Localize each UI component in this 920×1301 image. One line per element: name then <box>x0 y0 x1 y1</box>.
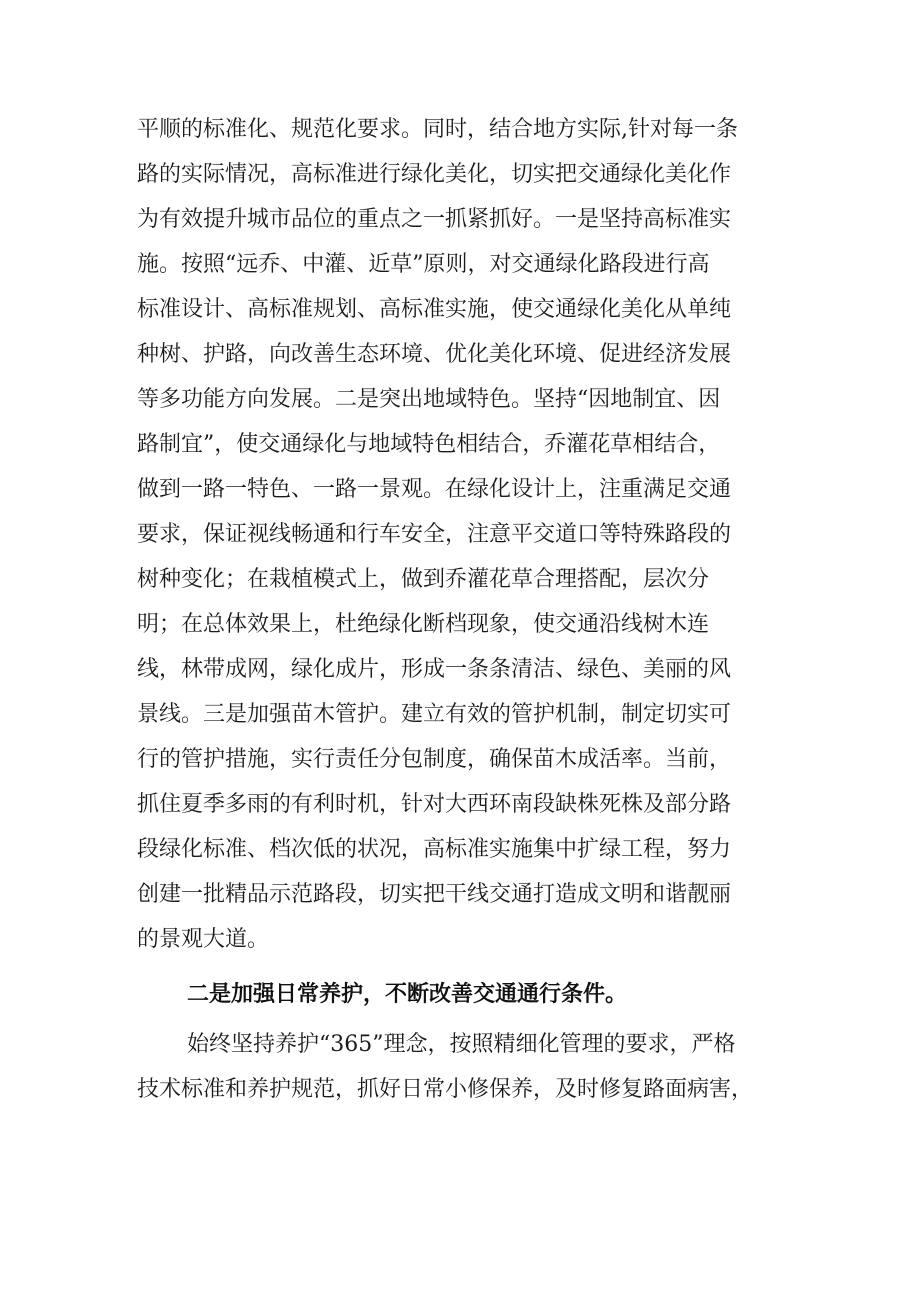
body-text-line: 等多功能方向发展。二是突出地域特色。坚持“因地制宜、因 <box>137 387 721 412</box>
body-text-line: 种树、护路，向改善生态环境、优化美化环境、促进经济发展 <box>137 342 732 367</box>
body-text-line: 路制宜”，使交通绿化与地域特色相结合，乔灌花草相结合， <box>137 432 721 457</box>
body-text-line: 行的管护措施，实行责任分包制度，确保苗木成活率。当前， <box>137 747 732 772</box>
body-text-line: 施。按照“远乔、中灌、近草”原则，对交通绿化路段进行高 <box>137 252 710 277</box>
body-text-line: 始终坚持养护“365”理念，按照精细化管理的要求，严格 <box>187 1032 736 1057</box>
body-text-line: 为有效提升城市品位的重点之一抓紧抓好。一是坚持高标准实 <box>137 207 732 232</box>
body-text-line: 做到一路一特色、一路一景观。在绿化设计上，注重满足交通 <box>137 477 732 502</box>
body-text-line: 标准设计、高标准规划、高标准实施，使交通绿化美化从单纯 <box>137 297 732 322</box>
body-text-line: 树种变化；在栽植模式上，做到乔灌花草合理搭配，层次分 <box>137 567 710 592</box>
section-heading: 二是加强日常养护，不断改善交通通行条件。 <box>187 982 628 1007</box>
body-text-line: 要求，保证视线畅通和行车安全，注意平交道口等特殊路段的 <box>137 522 732 547</box>
body-text-line: 平顺的标准化、规范化要求。同时，结合地方实际,针对每一条 <box>137 117 738 142</box>
body-text-line: 线，林带成网，绿化成片，形成一条条清洁、绿色、美丽的风 <box>137 657 732 682</box>
body-text-line: 段绿化标准、档次低的状况，高标准实施集中扩绿工程，努力 <box>137 837 732 862</box>
body-text-line: 技术标准和养护规范，抓好日常小修保养，及时修复路面病害， <box>137 1077 754 1102</box>
body-text-line: 抓住夏季多雨的有利时机，针对大西环南段缺株死株及部分路 <box>137 792 732 817</box>
body-text-line: 景线。三是加强苗木管护。建立有效的管护机制，制定切实可 <box>137 702 732 727</box>
body-text-line: 明；在总体效果上，杜绝绿化断档现象，使交通沿线树木连 <box>137 612 710 637</box>
body-text-line: 路的实际情况，高标准进行绿化美化，切实把交通绿化美化作 <box>137 162 732 187</box>
body-text-line: 的景观大道。 <box>137 927 270 952</box>
body-text-line: 创建一批精品示范路段，切实把干线交通打造成文明和谐靓丽 <box>137 882 732 907</box>
